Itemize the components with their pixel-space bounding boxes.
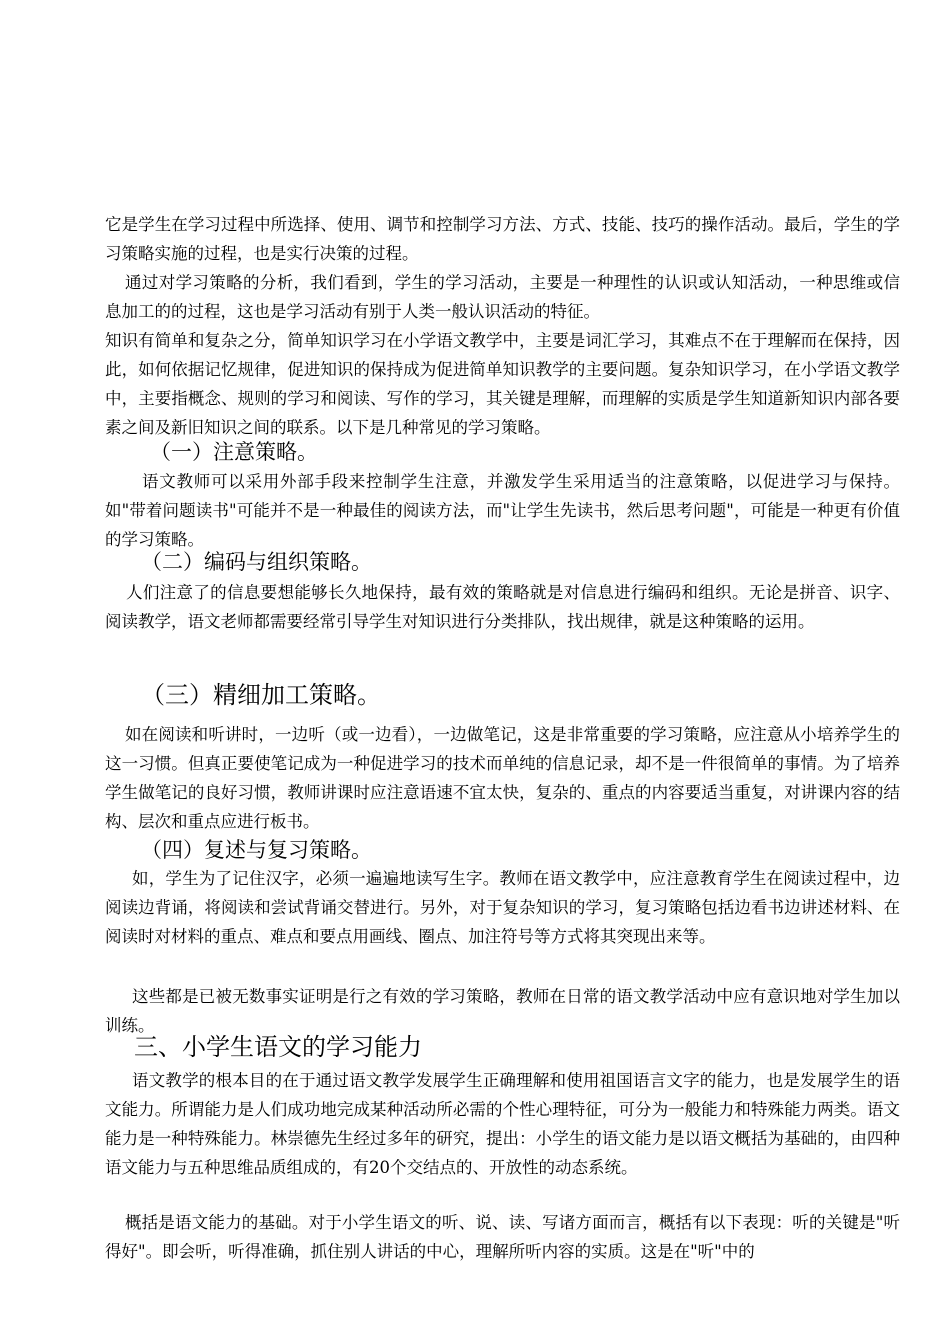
paragraph-attention-strategy: 语文教师可以采用外部手段来控制学生注意，并激发学生采用适当的注意策略，以促进学习与保持。如"带着问题读书"可能并不是一种最佳的阅读方法，而"让学生先读书，然后思考问题"，可能是一种更有价值的学习策略。 (105, 472, 900, 549)
heading-attention-strategy: （一）注意策略。 (150, 440, 318, 464)
paragraph-learning-strategy-definition: 它是学生在学习过程中所选择、使用、调节和控制学习方法、方式、技能、技巧的操作活动。最后，学生的学习策略实施的过程，也是实行决策的过程。 (105, 215, 900, 263)
paragraph-elaboration-strategy: 如在阅读和听讲时，一边听（或一边看），一边做笔记，这是非常重要的学习策略，应注意从小培养学生的这一习惯。但真正要使笔记成为一种促进学习的技术而单纯的信息记录，却不是一件很简单的事情。为了培养学生做笔记的良好习惯，教师讲课时应注意语速不宜太快，复杂的、重点的内容要适当重复，对讲课内容的结构、层次和重点应进行板书。 (105, 725, 900, 831)
paragraph-encoding-strategy: 人们注意了的信息要想能够长久地保持，最有效的策略就是对信息进行编码和组织。无论是拼音、识字、阅读教学，语文老师都需要经常引导学生对知识进行分类排队，找出规律，就是这种策略的运用。 (105, 583, 900, 631)
heading-chinese-learning-ability: 三、小学生语文的学习能力 (134, 1033, 422, 1061)
paragraph-strategy-analysis: 通过对学习策略的分析，我们看到，学生的学习活动，主要是一种理性的认识或认知活动，一种思维或信息加工的的过程，这也是学习活动有别于人类一般认识活动的特征。 (105, 273, 900, 321)
heading-elaboration-strategy: （三）精细加工策略。 (141, 681, 381, 709)
paragraph-knowledge-types: 知识有简单和复杂之分，简单知识学习在小学语文教学中，主要是词汇学习，其难点不在于理解而在保持，因此，如何依据记忆规律，促进知识的保持成为促进简单知识教学的主要问题。复杂知识学习，在小学语文教学中，主要指概念、规则的学习和阅读、写作的学习，其关键是理解，而理解的实质是学生知道新知识内部各要素之间及新旧知识之间的联系。以下是几种常见的学习策略。 (105, 331, 900, 437)
paragraph-rehearsal-strategy: 如，学生为了记住汉字，必须一遍遍地读写生字。教师在语文教学中，应注意教育学生在阅读过程中，边阅读边背诵，将阅读和尝试背诵交替进行。另外，对于复杂知识的学习，复习策略包括边看书边讲述材料、在阅读时对材料的重点、难点和要点用画线、圈点、加注符号等方式将其突现出来等。 (105, 869, 900, 946)
paragraph-ability-definition: 语文教学的根本目的在于通过语文教学发展学生正确理解和使用祖国语言文字的能力，也是发展学生的语文能力。所谓能力是人们成功地完成某种活动所必需的个性心理特征，可分为一般能力和特殊能力两类。语文能力是一种特殊能力。林崇德先生经过多年的研究，提出：小学生的语文能力是以语文概括为基础的，由四种语文能力与五种思维品质组成的，有20个交结点的、开放性的动态系统。 (105, 1071, 900, 1177)
heading-encoding-strategy: （二）编码与组织策略。 (141, 550, 372, 574)
heading-rehearsal-strategy: （四）复述与复习策略。 (141, 838, 372, 862)
paragraph-strategy-summary: 这些都是已被无数事实证明是行之有效的学习策略，教师在日常的语文教学活动中应有意识地对学生加以训练。 (105, 987, 900, 1035)
paragraph-generalization-basis: 概括是语文能力的基础。对于小学生语文的听、说、读、写诸方面而言，概括有以下表现：听的关键是"听得好"。即会听，听得准确，抓住别人讲话的中心，理解所听内容的实质。这是在"听"中的 (105, 1213, 900, 1261)
